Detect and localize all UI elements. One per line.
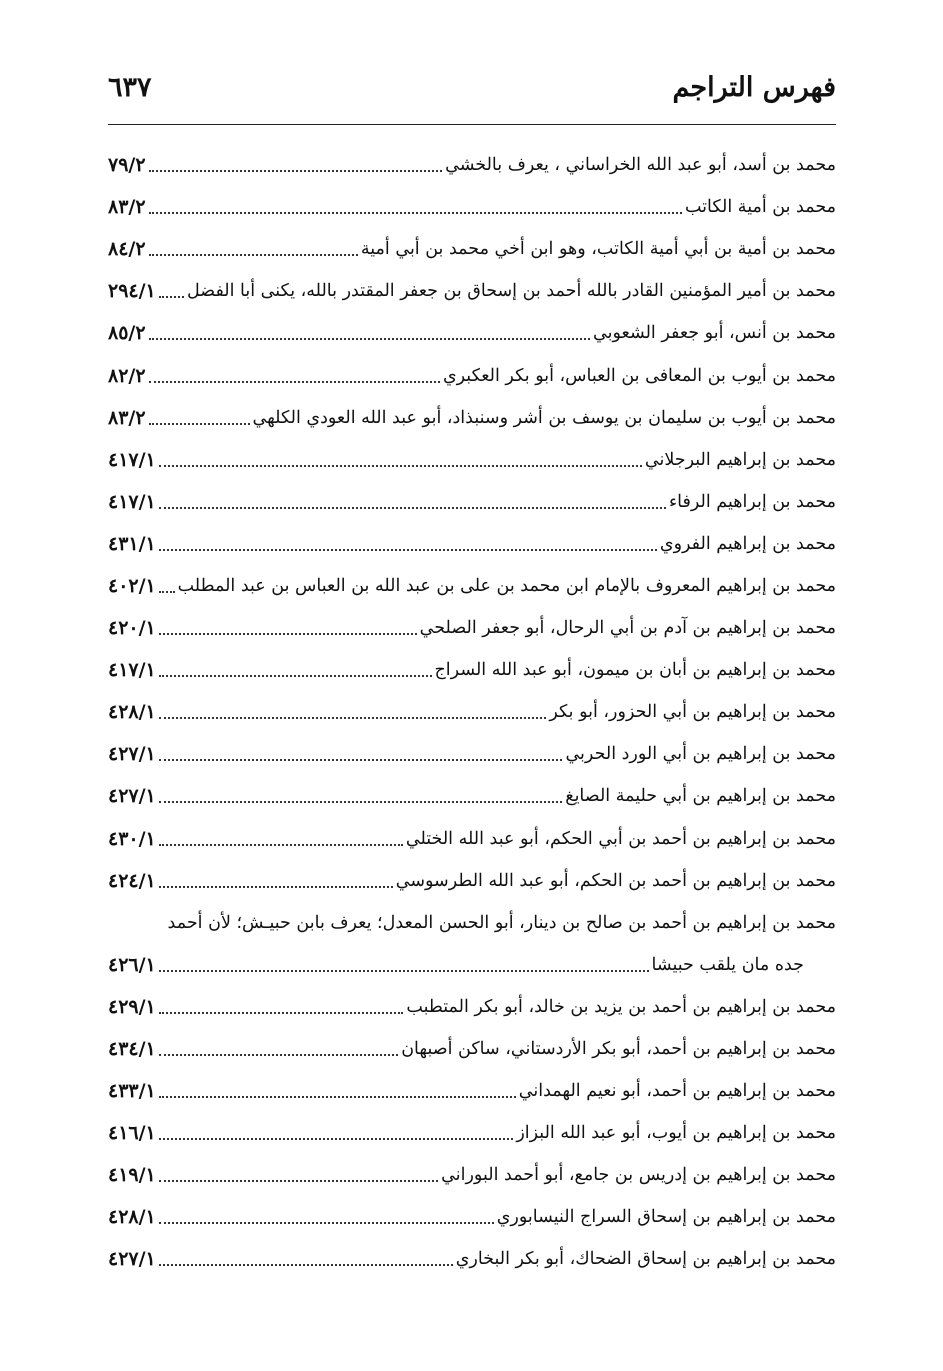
index-entry — [108, 860, 836, 902]
dot-leader — [159, 296, 184, 298]
index-entry — [108, 1070, 836, 1112]
header-rule — [108, 124, 836, 125]
dot-leader — [149, 212, 682, 214]
index-entry — [108, 691, 836, 733]
entry-name: محمد بن إبراهيم البرجلاني — [644, 449, 836, 470]
dot-leader — [149, 170, 443, 172]
entry-name: محمد بن إبراهيم بن أبي الورد الحربي — [565, 744, 836, 765]
index-entry — [108, 1238, 836, 1280]
entry-page-ref: ٨٤/٢ — [108, 238, 146, 261]
dot-leader — [159, 633, 417, 635]
entry-page-ref: ٧٩/٢ — [108, 154, 146, 177]
dot-leader — [149, 381, 440, 383]
entry-page-ref: ٤٢٤/١ — [108, 869, 156, 892]
entry-name: محمد بن إبراهيم بن آدم بن أبي الرحال، أبو جعفر الصلحي — [419, 618, 836, 639]
entry-name: محمد بن أمير المؤمنين القادر بالله أحمد بن إسحاق بن جعفر المقتدر بالله، يكنى أبا الفضل — [187, 281, 836, 302]
index-entry — [108, 565, 836, 607]
index-entry — [108, 775, 836, 817]
biography-index-list — [108, 144, 836, 1281]
index-entry — [108, 986, 836, 1028]
entry-page-ref: ٤٢٩/١ — [108, 995, 156, 1018]
entry-name: محمد بن إبراهيم بن أحمد بن الحكم، أبو عبد الله الطرسوسي — [395, 870, 836, 891]
entry-page-ref: ٨٥/٢ — [108, 322, 146, 345]
index-entry — [108, 944, 836, 986]
dot-leader — [159, 801, 562, 803]
dot-leader — [159, 465, 642, 467]
entry-page-ref: ٨٣/٢ — [108, 196, 146, 219]
entry-page-ref: ٤١٦/١ — [108, 1122, 156, 1145]
index-entry — [108, 902, 836, 944]
index-entry — [108, 186, 836, 228]
entry-page-ref: ٤٠٢/١ — [108, 574, 156, 597]
entry-page-ref: ٤٣٤/١ — [108, 1038, 156, 1061]
entry-name: محمد بن أسد، أبو عبد الله الخراساني ، يعرف بالخشي — [445, 155, 836, 176]
entry-page-ref: ٤٢٧/١ — [108, 743, 156, 766]
entry-page-ref: ٢٩٤/١ — [108, 280, 156, 303]
dot-leader — [159, 549, 657, 551]
entry-page-ref: ٤٣١/١ — [108, 532, 156, 555]
dot-leader — [159, 1180, 438, 1182]
entry-page-ref: ٤١٧/١ — [108, 448, 156, 471]
index-entry — [108, 1112, 836, 1154]
entry-name: محمد بن إبراهيم بن أحمد، أبو نعيم الهمداني — [518, 1081, 836, 1102]
entry-name: محمد بن إبراهيم بن أحمد بن صالح بن دينار، أبو الحسن المعدل؛ يعرف بابن حبيـش؛ لأن أحمد — [167, 912, 836, 933]
entry-page-ref: ٤٢٦/١ — [108, 953, 156, 976]
entry-page-ref: ٨٢/٢ — [108, 364, 146, 387]
entry-page-ref: ٤١٧/١ — [108, 659, 156, 682]
dot-leader — [149, 423, 250, 425]
entry-name: محمد بن أنس، أبو جعفر الشعوبي — [593, 323, 836, 344]
dot-leader — [159, 1138, 514, 1140]
dot-leader — [159, 1012, 404, 1014]
dot-leader — [159, 1054, 398, 1056]
entry-name: محمد بن إبراهيم بن أيوب، أبو عبد الله البزاز — [516, 1123, 836, 1144]
dot-leader — [159, 591, 175, 593]
dot-leader — [149, 338, 590, 340]
entry-name: محمد بن إبراهيم بن إسحاق السراج النيسابوري — [496, 1207, 836, 1228]
entry-name: جده مان يلقب حبيشا — [651, 954, 804, 975]
entry-page-ref: ٤٣٠/١ — [108, 827, 156, 850]
index-entry — [108, 1154, 836, 1196]
entry-name: محمد بن أمية بن أبي أمية الكاتب، وهو ابن أخي محمد بن أبي أمية — [360, 239, 836, 260]
entry-page-ref: ٤٢٧/١ — [108, 785, 156, 808]
entry-page-ref: ٤٣٣/١ — [108, 1080, 156, 1103]
entry-name: محمد بن إبراهيم بن أحمد بن أبي الحكم، أبو عبد الله الختلي — [405, 828, 836, 849]
index-entry — [108, 481, 836, 523]
dot-leader — [159, 507, 666, 509]
index-entry — [108, 270, 836, 312]
index-entry — [108, 733, 836, 775]
page-number: ٦٣٧ — [108, 72, 152, 103]
index-entry — [108, 312, 836, 354]
entry-page-ref: ٤٢٠/١ — [108, 617, 156, 640]
dot-leader — [159, 1096, 516, 1098]
entry-name: محمد بن إبراهيم بن إسحاق الضحاك، أبو بكر البخاري — [455, 1249, 836, 1270]
entry-page-ref: ٤٢٨/١ — [108, 1206, 156, 1229]
index-entry — [108, 144, 836, 186]
index-entry — [108, 523, 836, 565]
dot-leader — [149, 254, 358, 256]
entry-page-ref: ٤١٩/١ — [108, 1164, 156, 1187]
dot-leader — [159, 970, 649, 972]
dot-leader — [159, 717, 547, 719]
index-entry — [108, 607, 836, 649]
dot-leader — [159, 1264, 453, 1266]
entry-name: محمد بن إبراهيم بن أحمد، أبو بكر الأردستاني، ساكن أصبهان — [401, 1039, 836, 1060]
dot-leader — [159, 1222, 494, 1224]
entry-name: محمد بن إبراهيم الفروي — [659, 533, 836, 554]
entry-name: محمد بن أمية الكاتب — [685, 197, 836, 218]
entry-page-ref: ٤١٧/١ — [108, 490, 156, 513]
index-entry — [108, 228, 836, 270]
entry-name: محمد بن إبراهيم بن إدريس بن جامع، أبو أحمد البوراني — [441, 1165, 836, 1186]
entry-name: محمد بن إبراهيم بن أبان بن ميمون، أبو عبد الله السراج — [434, 660, 836, 681]
entry-page-ref: ٤٢٧/١ — [108, 1248, 156, 1271]
entry-name: محمد بن أيوب بن سليمان بن يوسف بن أشر وسنبذاد، أبو عبد الله العودي الكلهي — [252, 407, 836, 428]
entry-name: محمد بن إبراهيم المعروف بالإمام ابن محمد بن على بن عبد الله بن العباس بن عبد المطلب — [177, 575, 836, 596]
entry-page-ref: ٤٢٨/١ — [108, 701, 156, 724]
index-entry — [108, 354, 836, 396]
dot-leader — [159, 675, 432, 677]
index-entry — [108, 1196, 836, 1238]
entry-name: محمد بن أيوب بن المعافى بن العباس، أبو بكر العكبري — [442, 365, 836, 386]
dot-leader — [159, 844, 403, 846]
entry-name: محمد بن إبراهيم بن أبي حليمة الصايغ — [565, 786, 836, 807]
index-entry — [108, 1028, 836, 1070]
index-entry — [108, 818, 836, 860]
entry-name: محمد بن إبراهيم بن أبي الحزور، أبو بكر — [549, 702, 836, 723]
entry-name: محمد بن إبراهيم بن أحمد بن يزيد بن خالد، أبو بكر المتطبب — [406, 996, 836, 1017]
index-entry — [108, 649, 836, 691]
dot-leader — [159, 759, 563, 761]
entry-name: محمد بن إبراهيم الرفاء — [668, 491, 836, 512]
index-entry — [108, 397, 836, 439]
dot-leader — [159, 886, 393, 888]
entry-page-ref: ٨٣/٢ — [108, 406, 146, 429]
page-header — [108, 72, 836, 116]
page-title: فهرس التراجم — [672, 72, 836, 103]
index-entry — [108, 439, 836, 481]
